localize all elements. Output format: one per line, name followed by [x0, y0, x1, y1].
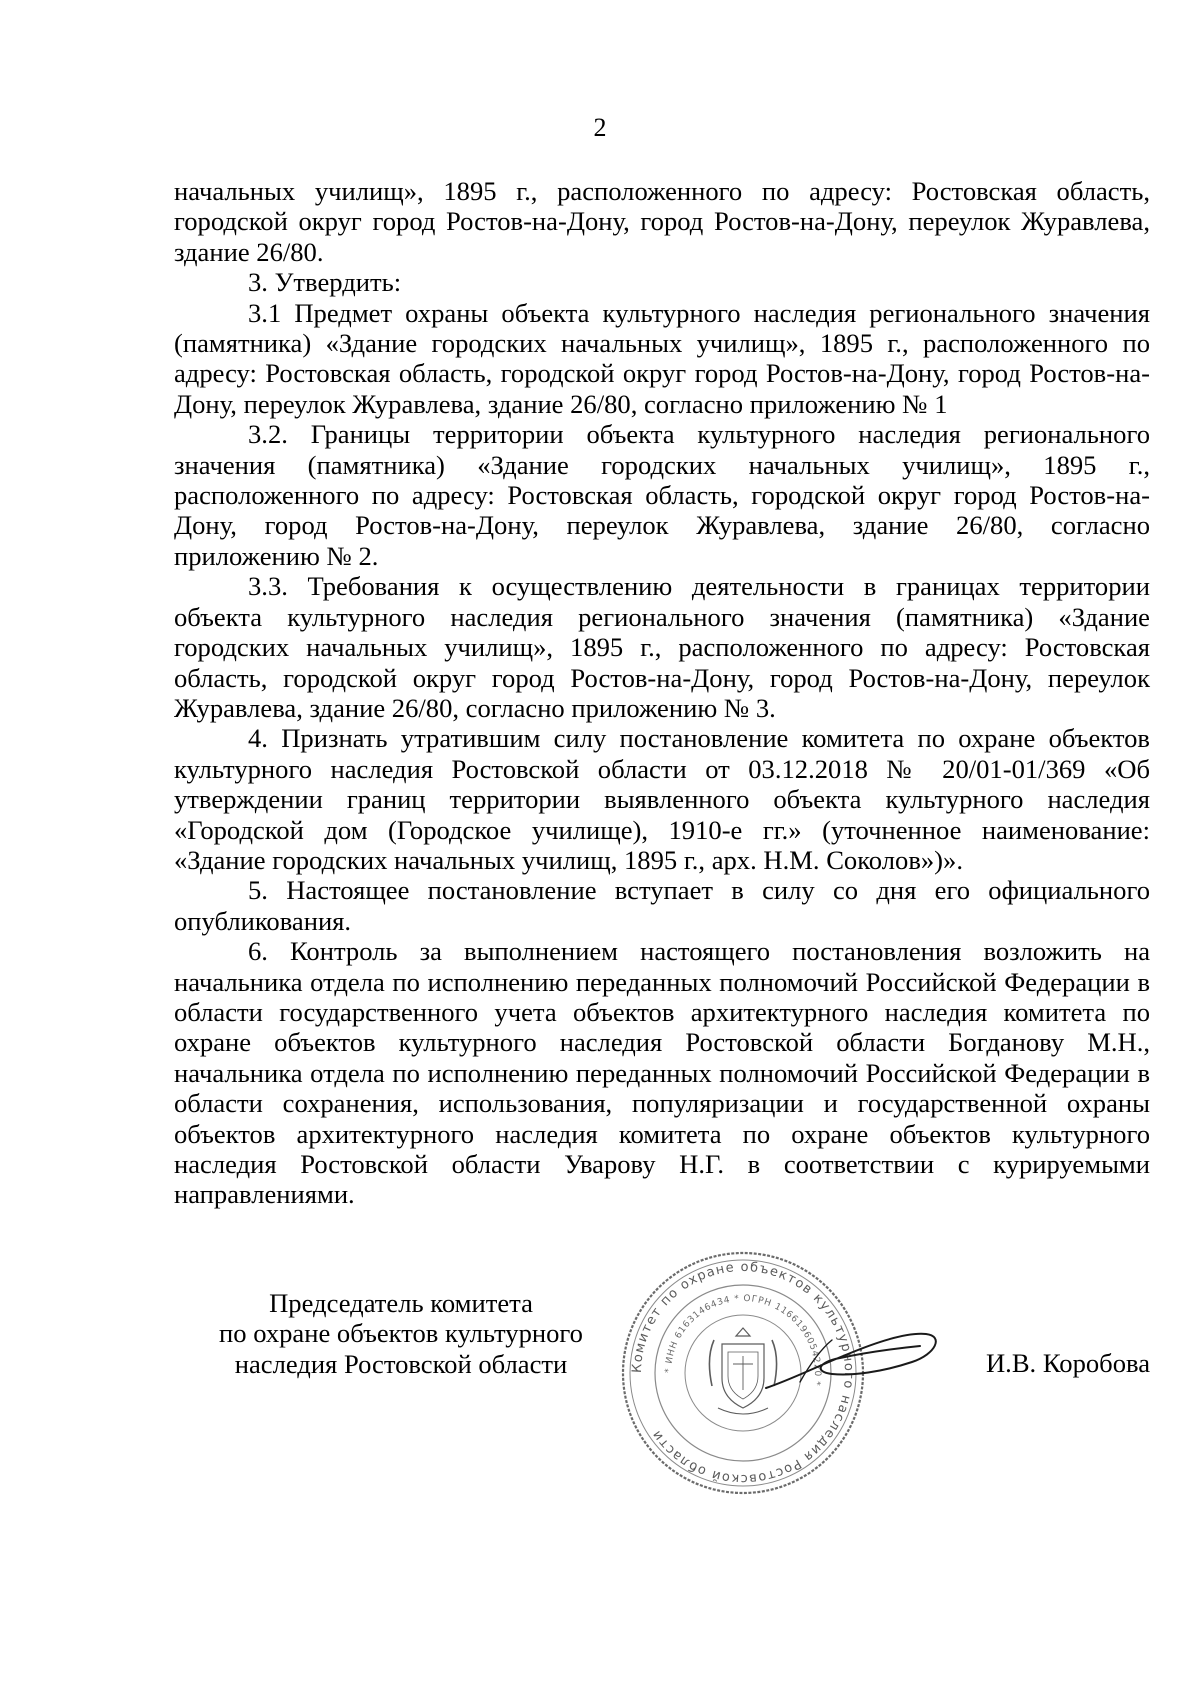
paragraph: 6. Контроль за выполнением настоящего постановления возложить на начальника отдела по исполнению переданных полномочий Российской Федерации в области государственного учета объектов архитектурного наследия комитета по охране объектов культурного наследия Ростовской области Богданову М.Н., начальника отдела по исполнению переданных полномочий Российской Федерации в области сохранения, использования, популяризации и государственной охраны объектов архитектурного наследия комитета по охране объектов культурного наследия Ростовской области Уварову Н.Г. в соответствии с курируемыми направлениями.	[174, 936, 1150, 1210]
page-number: 2	[593, 113, 607, 142]
paragraph: 4. Признать утратившим силу постановление комитета по охране объектов культурного наследия Ростовской области от 03.12.2018 № 20/01-01/369 «Об утверждении границ территории выявленного объекта культурного наследия «Городской дом (Городское училище), 1910-е гг.» (уточненное наименование: «Здание городских начальных училищ, 1895 г., арх. Н.М. Соколов»)».	[174, 723, 1150, 875]
signatory-title	[196, 1288, 606, 1379]
seal-inner-text: * ИНН 6163146434 * ОГРН 1166196054220 *	[663, 1293, 823, 1387]
signatory-name: И.В. Коробова	[985, 1348, 1150, 1378]
signatory-title-line: Председатель комитета	[269, 1288, 533, 1318]
paragraph: 3.3. Требования к осуществлению деятельности в границах территории объекта культурного наследия регионального значения (памятника) «Здание городских начальных училищ», 1895 г., расположенного по адресу: Ростовская область, городской округ город Ростов-на-Дону, город Ростов-на-Дону, переулок Журавлева, здание 26/80, согласно приложению № 3.	[174, 571, 1150, 723]
paragraph: начальных училищ», 1895 г., расположенного по адресу: Ростовская область, городской округ город Ростов-на-Дону, город Ростов-на-Дону, переулок Журавлева, здание 26/80.	[174, 176, 1150, 267]
paragraph: 3.1 Предмет охраны объекта культурного наследия регионального значения (памятника) «Здание городских начальных училищ», 1895 г., расположенного по адресу: Ростовская область, городской округ город Ростов-на-Дону, город Ростов-на-Дону, переулок Журавлева, здание 26/80, согласно приложению № 1	[174, 297, 1150, 419]
handwritten-signature-icon	[760, 1310, 950, 1410]
paragraph: 3.2. Границы территории объекта культурного наследия регионального значения (памятника) «Здание городских начальных училищ», 1895 г., расположенного по адресу: Ростовская область, городской округ город Ростов-на-Дону, город Ростов-на-Дону, переулок Журавлева, здание 26/80, согласно приложению № 2.	[174, 419, 1150, 571]
signatory-title-line: по охране объектов культурного	[219, 1318, 583, 1349]
paragraph: 5. Настоящее постановление вступает в силу со дня его официального опубликования.	[174, 875, 1150, 936]
signatory-title-line: наследия Ростовской области	[234, 1348, 568, 1379]
paragraph: 3. Утвердить:	[248, 267, 402, 298]
document-body	[174, 176, 1150, 1210]
seal-outer-text: Комитет по охране объектов культурного наследия Ростовской области	[629, 1259, 857, 1487]
